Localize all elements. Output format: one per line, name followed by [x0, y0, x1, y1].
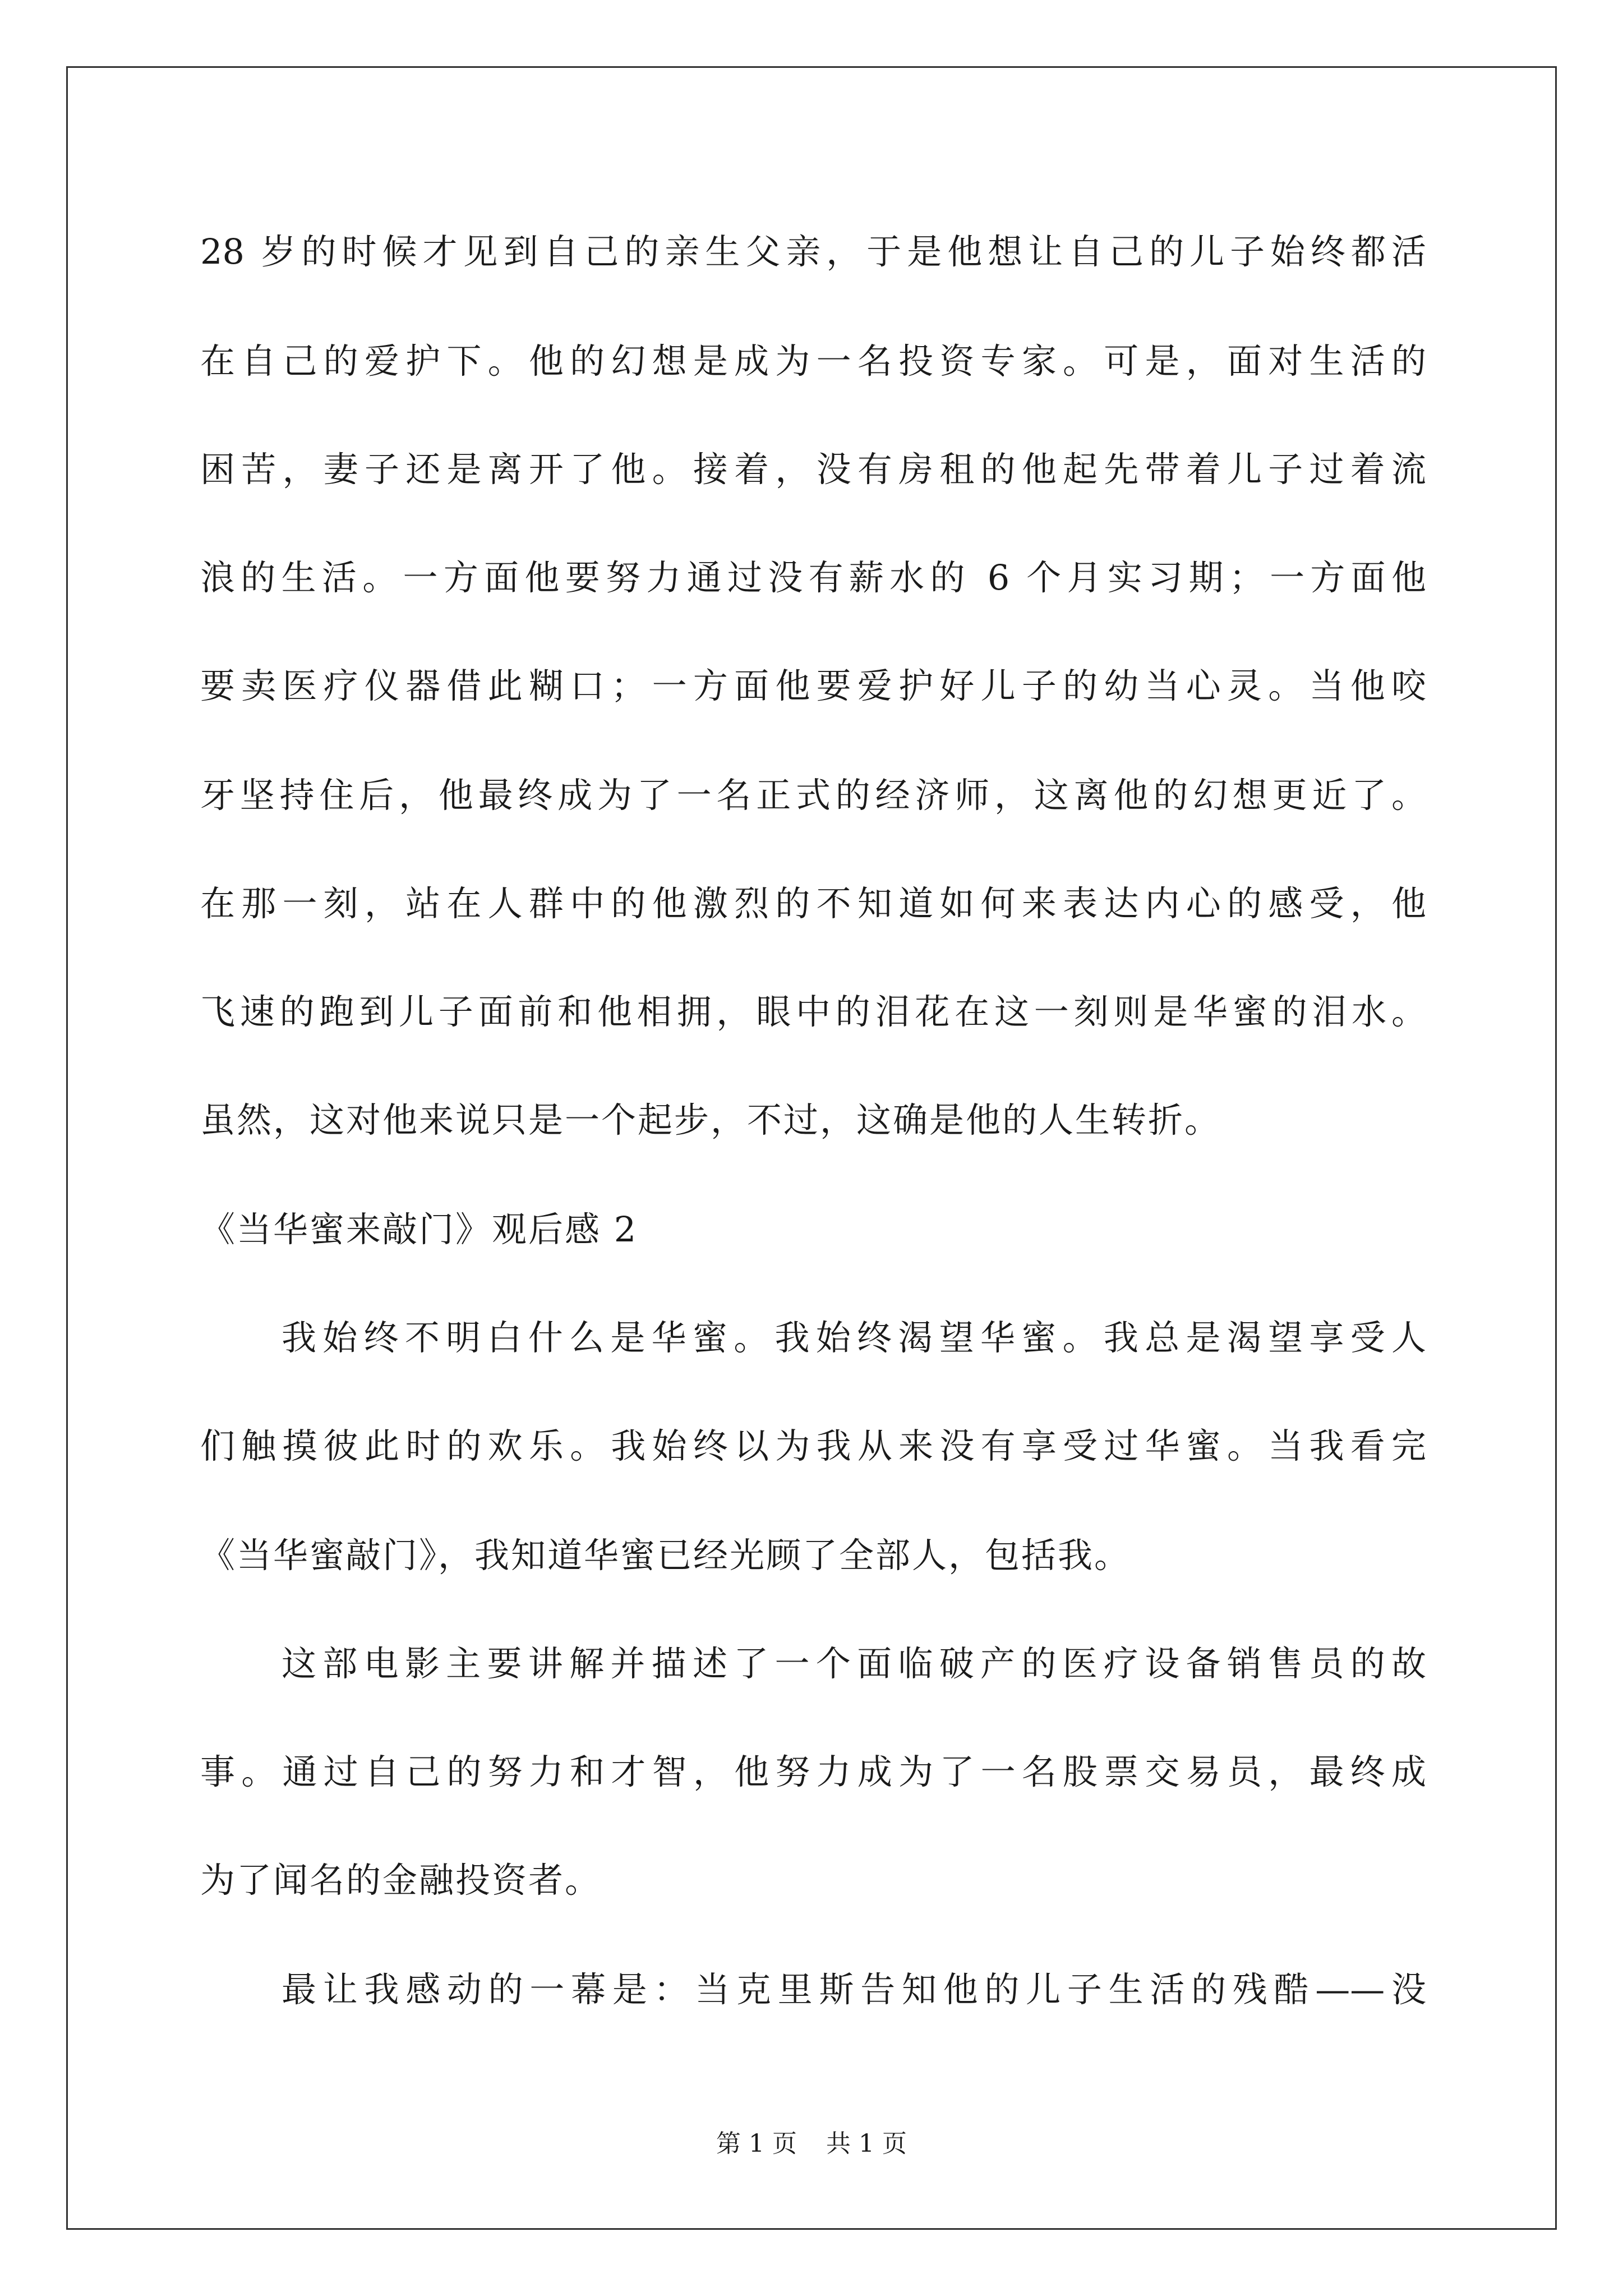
paragraph-line: 《当华蜜敲门》，我知道华蜜已经光顾了全部人，包括我。	[200, 1535, 1131, 1576]
text-line: 虽然，这对他来说只是一个起步，不过，这确是他的人生转折。	[200, 1099, 1221, 1140]
section-title: 《当华蜜来敲门》观后感 2	[200, 1209, 638, 1250]
text-line: 浪的生活。一方面他要努力通过没有薪水的 6 个月实习期；一方面他	[200, 557, 1426, 598]
text-line: 飞速的跑到儿子面前和他相拥，眼中的泪花在这一刻则是华蜜的泪水。	[200, 991, 1426, 1032]
text-line: 牙坚持住后，他最终成为了一名正式的经济师，这离他的幻想更近了。	[200, 775, 1426, 816]
text-line: 要卖医疗仪器借此糊口；一方面他要爱护好儿子的幼当心灵。当他咬	[200, 665, 1426, 706]
paragraph-line: 们触摸彼此时的欢乐。我始终以为我从来没有享受过华蜜。当我看完	[200, 1425, 1426, 1466]
text-line: 在自己的爱护下。他的幻想是成为一名投资专家。可是，面对生活的	[200, 341, 1426, 381]
paragraph-line: 我始终不明白什么是华蜜。我始终渴望华蜜。我总是渴望享受人	[282, 1317, 1426, 1358]
text-line: 在那一刻，站在人群中的他激烈的不知道如何来表达内心的感受，他	[200, 883, 1426, 924]
paragraph-line: 最让我感动的一幕是：当克里斯告知他的儿子生活的残酷——没	[282, 1969, 1426, 2010]
paragraph-line: 为了闻名的金融投资者。	[200, 1860, 602, 1901]
page-number: 第 1 页	[716, 2129, 797, 2158]
page-border	[66, 66, 1557, 2230]
paragraph-line: 事。通过自己的努力和才智，他努力成为了一名股票交易员，最终成	[200, 1751, 1426, 1792]
page-total: 共 1 页	[826, 2129, 907, 2158]
paragraph-line: 这部电影主要讲解并描述了一个面临破产的医疗设备销售员的故	[282, 1643, 1426, 1684]
text-line: 困苦，妻子还是离开了他。接着，没有房租的他起先带着儿子过着流	[200, 449, 1426, 490]
text-line: 28 岁的时候才见到自己的亲生父亲，于是他想让自己的儿子始终都活	[200, 231, 1426, 272]
page-footer	[0, 2128, 1623, 2160]
